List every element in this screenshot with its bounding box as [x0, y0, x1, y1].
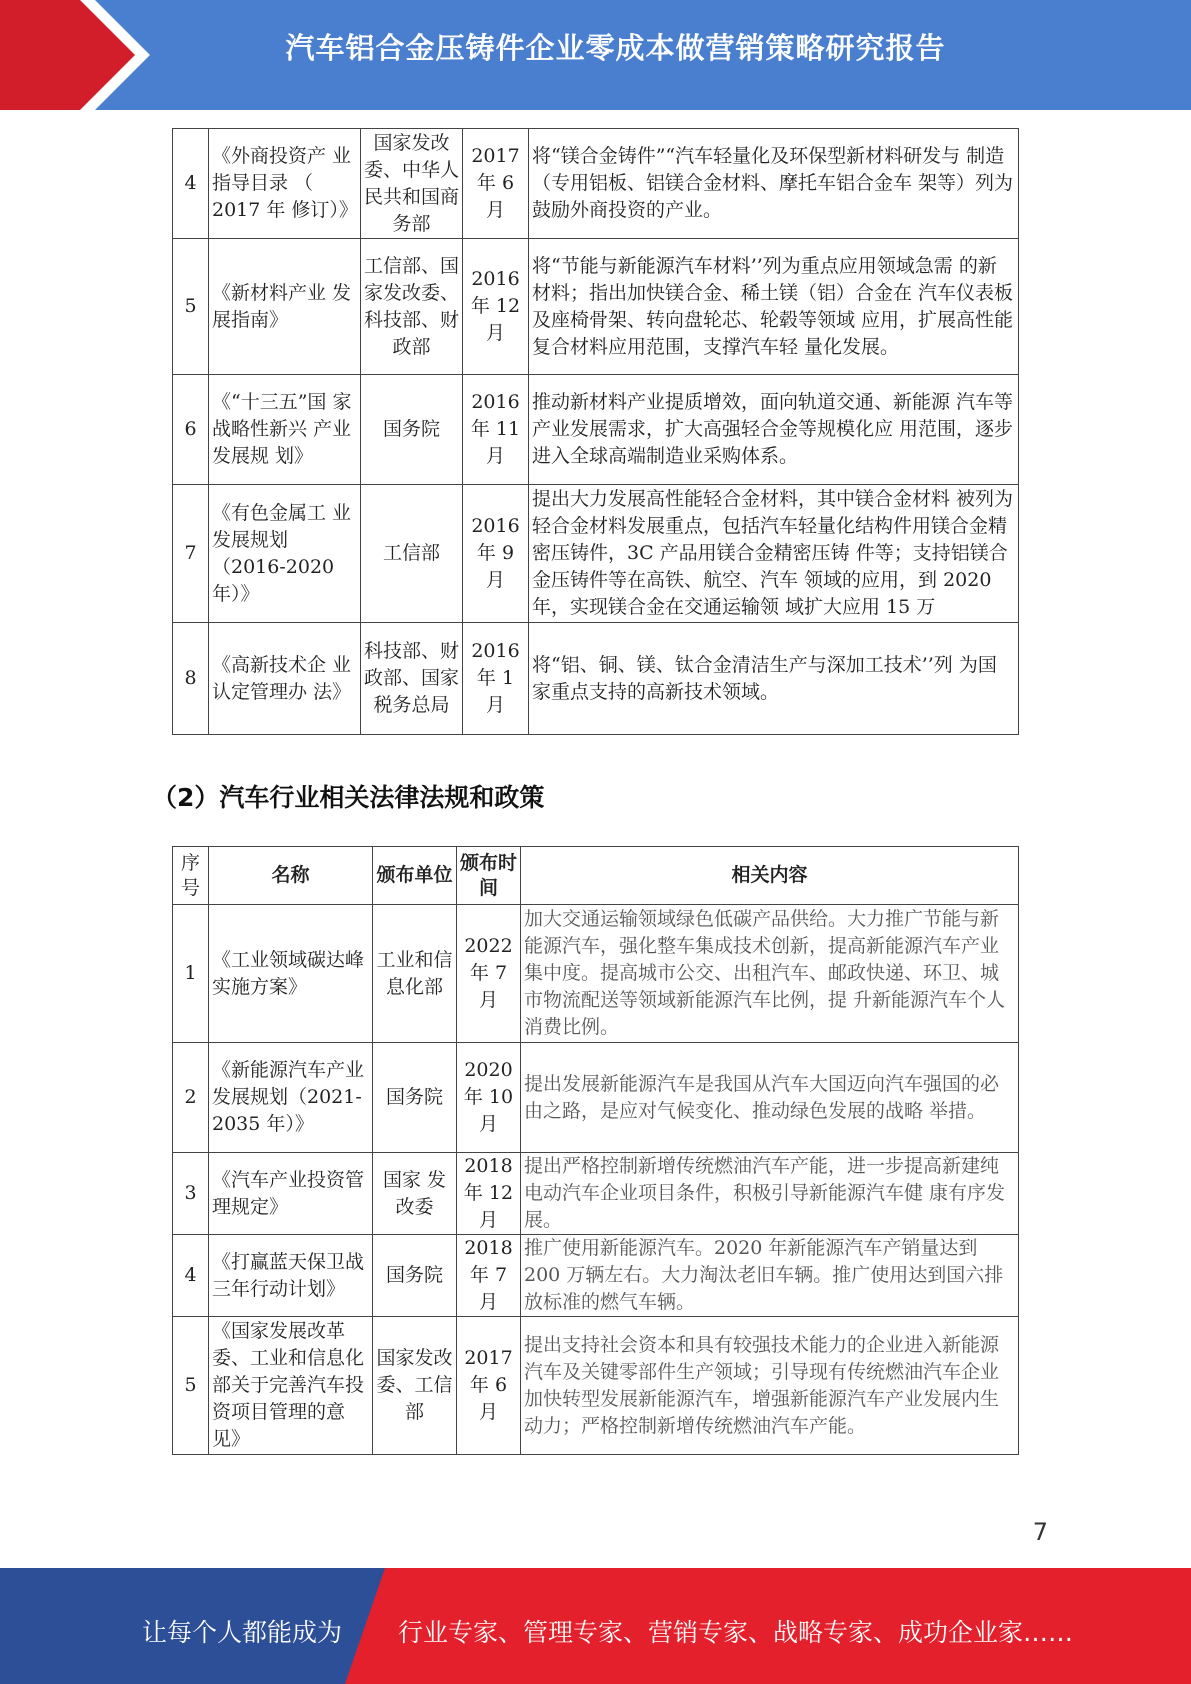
issuer: 国家发改委、工信部 [373, 1317, 457, 1455]
issuer: 国务院 [373, 1043, 457, 1153]
header-no: 序号 [173, 847, 209, 905]
policy-table-1 [172, 128, 1019, 735]
policy-name: 《新材料产业 发展指南》 [209, 239, 361, 375]
policy-content: 将“铝、铜、镁、钛合金清洁生产与深加工技术’’列 为国家重点支持的高新技术领域。 [529, 623, 1019, 735]
policy-content: 推动新材料产业提质增效，面向轨道交通、新能源 汽车等产业发展需求，扩大高强轻合金等规模化应 用范围，逐步进入全球高端制造业采购体系。 [529, 375, 1019, 485]
policy-content: 提出支持社会资本和具有较强技术能力的企业进入新能源汽车及关键零部件生产领域；引导现有传统燃油汽车企业加快转型发展新能源汽车，增强新能源汽车产业发展内生动力；严格控制新增传统燃油汽车产能。 [521, 1317, 1019, 1455]
issue-date: 2020 年 10 月 [457, 1043, 521, 1153]
footer-slogan-right: 行业专家、管理专家、营销专家、战略专家、成功企业家…… [398, 1618, 1074, 1647]
issue-date: 2018 年 7 月 [457, 1235, 521, 1317]
issue-date: 2017 年 6 月 [457, 1317, 521, 1455]
table-row [173, 129, 1019, 239]
table-row [173, 1043, 1019, 1153]
policy-name: 《外商投资产 业指导目录 （ 2017 年 修订）》 [209, 129, 361, 239]
header-title: 汽车铝合金压铸件企业零成本做营销策略研究报告 [285, 31, 946, 65]
table-row [173, 485, 1019, 623]
row-number: 1 [173, 905, 209, 1043]
policy-content: 提出严格控制新增传统燃油汽车产能，进一步提高新建纯电动汽车企业项目条件，积极引导新能源汽车健 康有序发展。 [521, 1153, 1019, 1235]
table-header-row [173, 847, 1019, 905]
issue-date: 2017 年 6 月 [463, 129, 529, 239]
issuer: 国务院 [361, 375, 463, 485]
policy-content: 加大交通运输领域绿色低碳产品供给。大力推广节能与新能源汽车，强化整车集成技术创新，提高新能源汽车产业集中度。提高城市公交、出租汽车、邮政快递、环卫、城市物流配送等领域新能源汽车比例，提 升新能源汽车个人消费比例。 [521, 905, 1019, 1043]
row-number: 4 [173, 129, 209, 239]
table-row [173, 1235, 1019, 1317]
policy-name: 《汽车产业投资管理规定》 [209, 1153, 373, 1235]
issuer: 国家发改委、中华人民共和国商务部 [361, 129, 463, 239]
row-number: 2 [173, 1043, 209, 1153]
issue-date: 2018 年 12 月 [457, 1153, 521, 1235]
header-content: 相关内容 [521, 847, 1019, 905]
issue-date: 2016 年 12 月 [463, 239, 529, 375]
row-number: 5 [173, 1317, 209, 1455]
header-name: 名称 [209, 847, 373, 905]
policy-name: 《工业领域碳达峰实施方案》 [209, 905, 373, 1043]
policy-content: 将“镁合金铸件”“汽车轻量化及环保型新材料研发与 制造（专用铝板、铝镁合金材料、摩托车铝合金车 架等）列为鼓励外商投资的产业。 [529, 129, 1019, 239]
table-row [173, 623, 1019, 735]
issuer: 工信部 [361, 485, 463, 623]
footer-slogan-left: 让每个人都能成为 [142, 1618, 343, 1647]
page-number: 7 [1032, 1518, 1048, 1546]
row-number: 3 [173, 1153, 209, 1235]
header-date: 颁布时间 [457, 847, 521, 905]
issuer: 工业和信息化部 [373, 905, 457, 1043]
table-row [173, 1317, 1019, 1455]
policy-name: 《打赢蓝天保卫战三年行动计划》 [209, 1235, 373, 1317]
issuer: 国务院 [373, 1235, 457, 1317]
policy-name: 《高新技术企 业认定管理办 法》 [209, 623, 361, 735]
policy-table-2 [172, 846, 1019, 1455]
policy-name: 《新能源汽车产业发展规划（2021-2035 年）》 [209, 1043, 373, 1153]
policy-name: 《有色金属工 业发展规划（2016-2020 年）》 [209, 485, 361, 623]
table-row [173, 375, 1019, 485]
row-number: 6 [173, 375, 209, 485]
issue-date: 2016 年 1 月 [463, 623, 529, 735]
table-row [173, 905, 1019, 1043]
policy-name: 《国家发展改革委、工业和信息化部关于完善汽车投资项目管理的意见》 [209, 1317, 373, 1455]
policy-content: 提出发展新能源汽车是我国从汽车大国迈向汽车强国的必由之路，是应对气候变化、推动绿色发展的战略 举措。 [521, 1043, 1019, 1153]
row-number: 4 [173, 1235, 209, 1317]
policy-content: 推广使用新能源汽车。2020 年新能源汽车产销量达到 200 万辆左右。大力淘汰老旧车辆。推广使用达到国六排放标准的燃气车辆。 [521, 1235, 1019, 1317]
table-row [173, 1153, 1019, 1235]
issuer: 工信部、国家发改委、科技部、财政部 [361, 239, 463, 375]
row-number: 7 [173, 485, 209, 623]
header-bar [0, 0, 1191, 110]
issue-date: 2022 年 7 月 [457, 905, 521, 1043]
issue-date: 2016 年 11 月 [463, 375, 529, 485]
policy-name: 《“十三五”国 家战略性新兴 产业发展规 划》 [209, 375, 361, 485]
table-row [173, 239, 1019, 375]
issue-date: 2016 年 9 月 [463, 485, 529, 623]
policy-content: 提出大力发展高性能轻合金材料，其中镁合金材料 被列为轻合金材料发展重点，包括汽车轻量化结构件用镁合金精密压铸件，3C 产品用镁合金精密压铸 件等；支持铝镁合金压铸件等在高铁、航空、汽车 领域的应用，到 2020 年，实现镁合金在交通运输领 域扩大应用 15 万 [529, 485, 1019, 623]
section-heading: （2）汽车行业相关法律法规和政策 [152, 783, 545, 812]
issuer: 国家 发改委 [373, 1153, 457, 1235]
row-number: 5 [173, 239, 209, 375]
header-issuer: 颁布单位 [373, 847, 457, 905]
issuer: 科技部、财政部、国家税务总局 [361, 623, 463, 735]
policy-content: 将“节能与新能源汽车材料’’列为重点应用领域急需 的新材料；指出加快镁合金、稀土镁（铝）合金在 汽车仪表板及座椅骨架、转向盘轮芯、轮毂等领域 应用，扩展高性能复合材料应用范围，支撑汽车轻 量化发展。 [529, 239, 1019, 375]
row-number: 8 [173, 623, 209, 735]
